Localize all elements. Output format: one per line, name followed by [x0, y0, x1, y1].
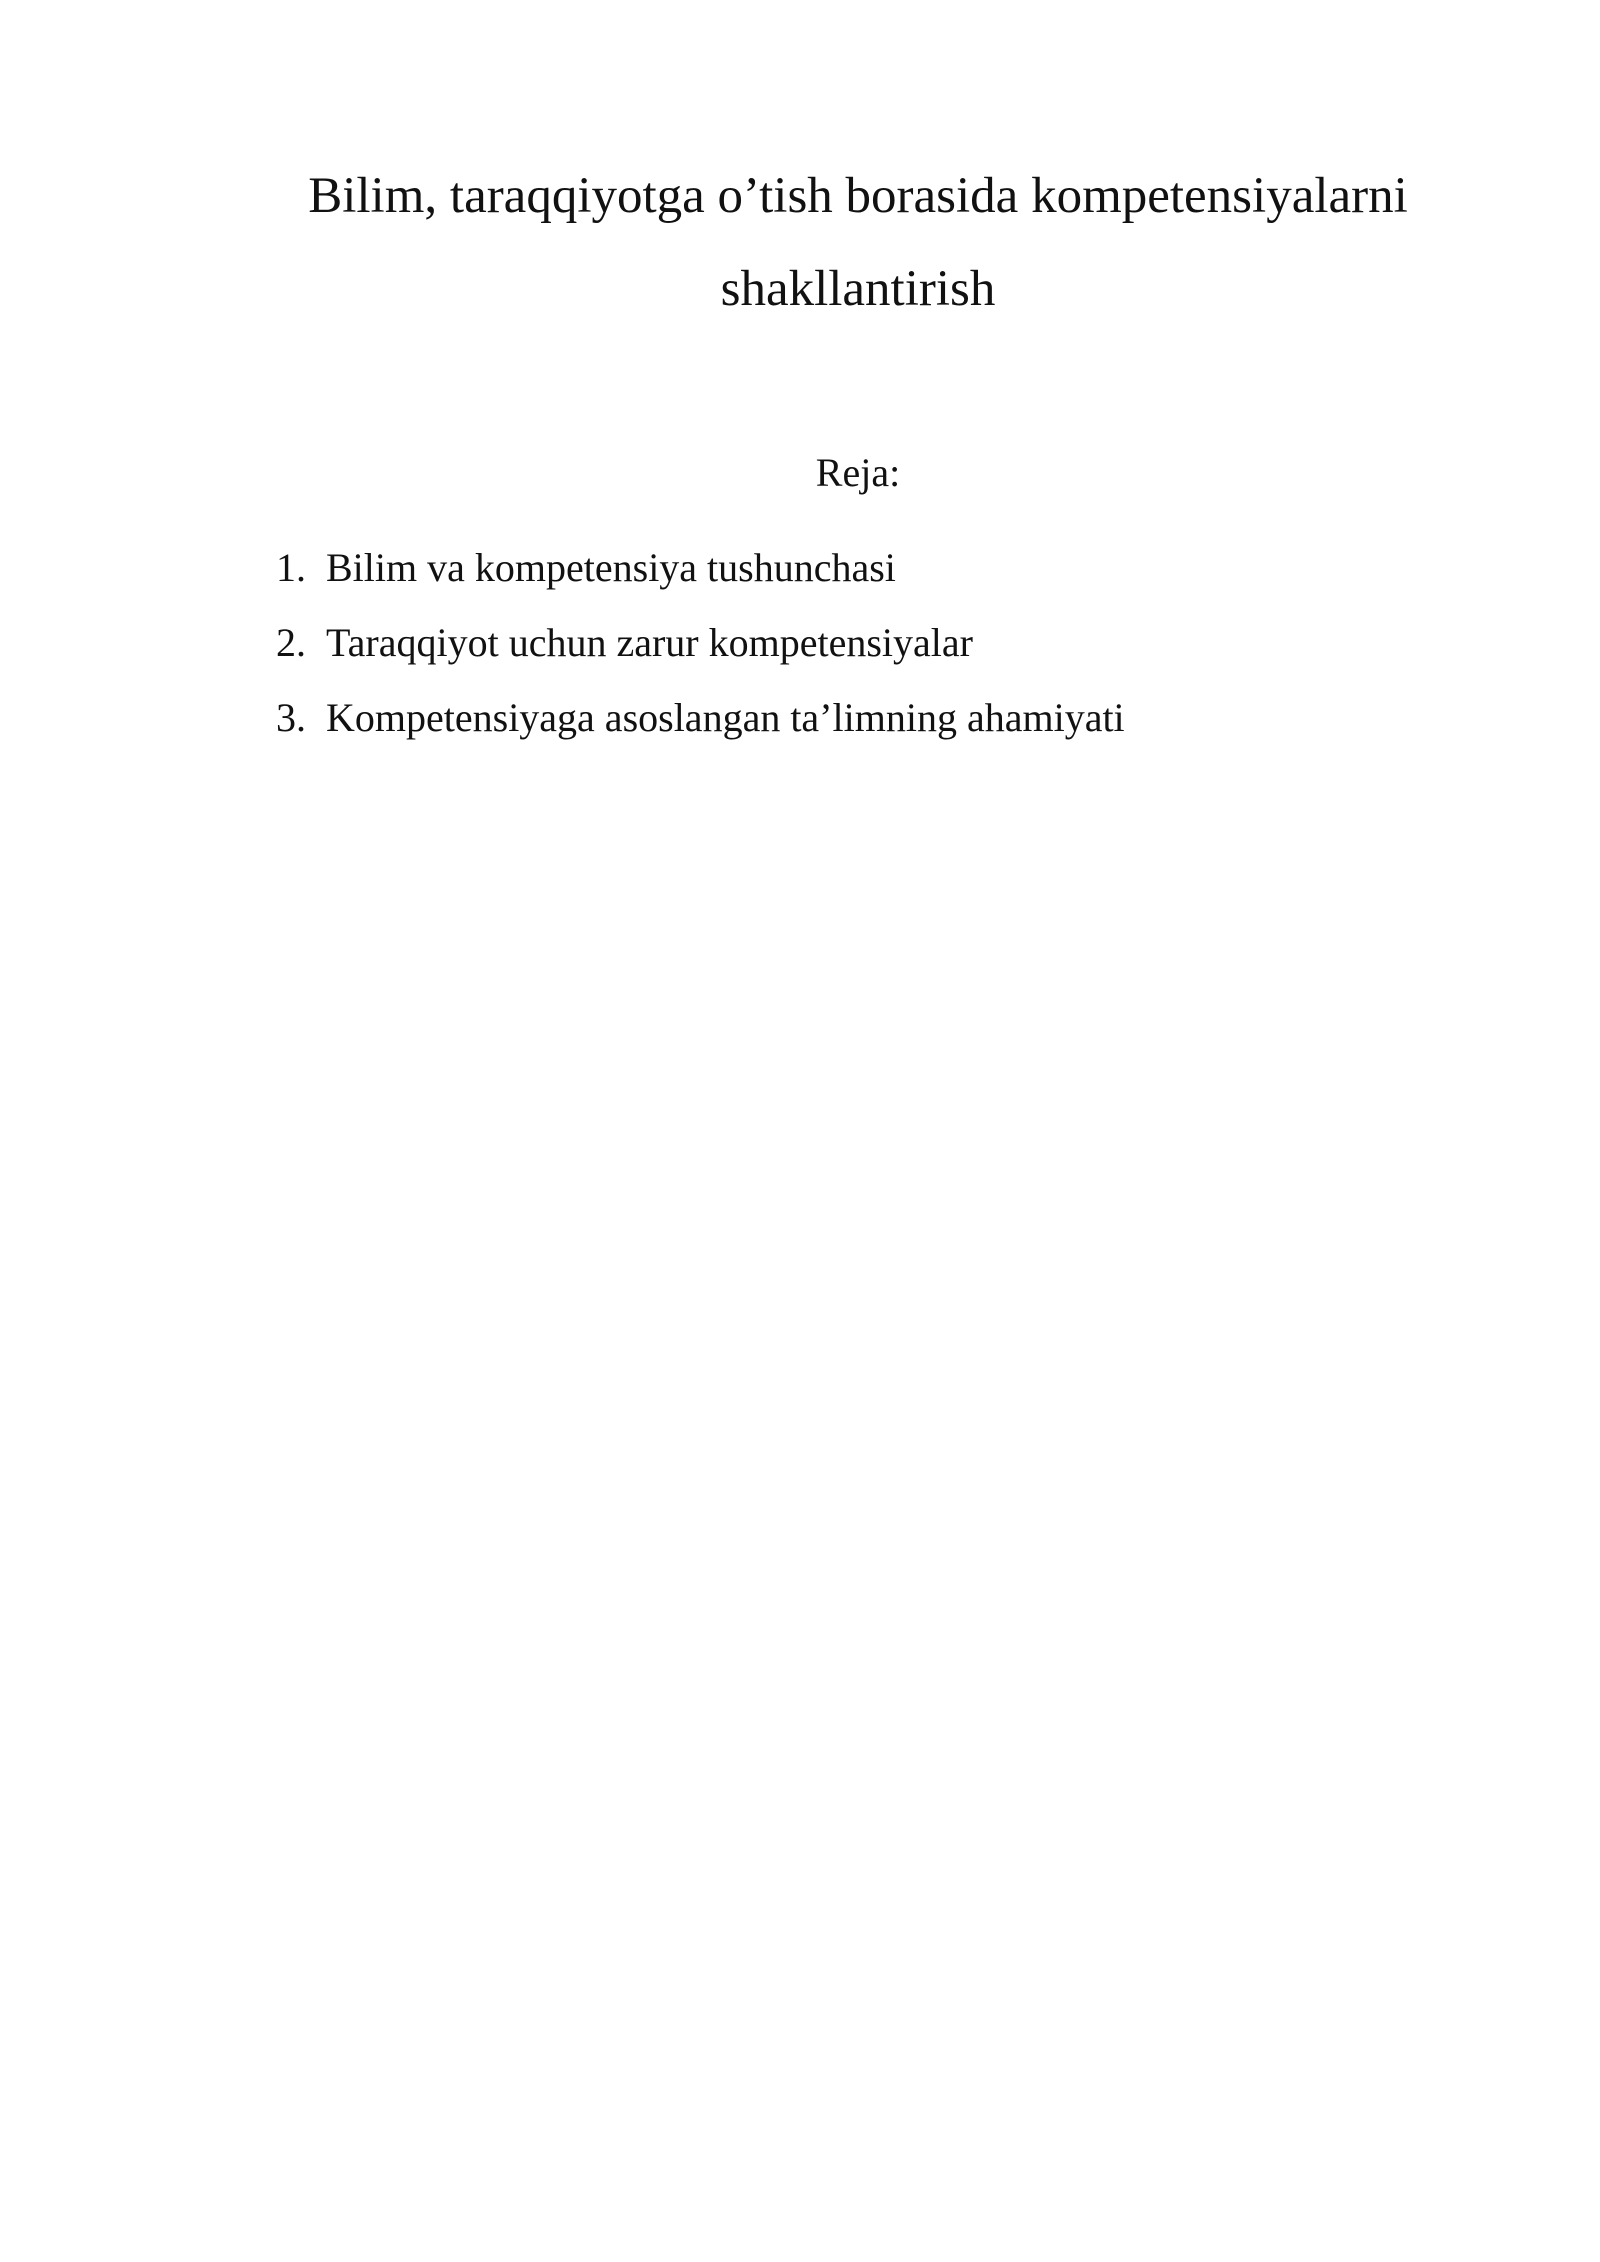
- plan-item-number: 3.: [276, 695, 306, 740]
- plan-item-text: Bilim va kompetensiya tushunchasi: [326, 545, 896, 590]
- plan-list: [276, 540, 1125, 765]
- document-title: [240, 150, 1476, 336]
- plan-item-number: 1.: [276, 545, 306, 590]
- plan-item-text: Taraqqiyot uchun zarur kompetensiyalar: [326, 620, 973, 665]
- plan-heading: Reja:: [815, 450, 901, 495]
- plan-item: [276, 540, 1125, 615]
- title-line-2: shakllantirish: [720, 261, 996, 317]
- plan-item: [276, 690, 1125, 765]
- plan-item-number: 2.: [276, 620, 306, 665]
- plan-item-text: Kompetensiyaga asoslangan ta’limning ahamiyati: [326, 695, 1125, 740]
- title-line-1: Bilim, taraqqiyotga o’tish borasida kompetensiyalarni: [308, 168, 1408, 224]
- plan-item: [276, 615, 1125, 690]
